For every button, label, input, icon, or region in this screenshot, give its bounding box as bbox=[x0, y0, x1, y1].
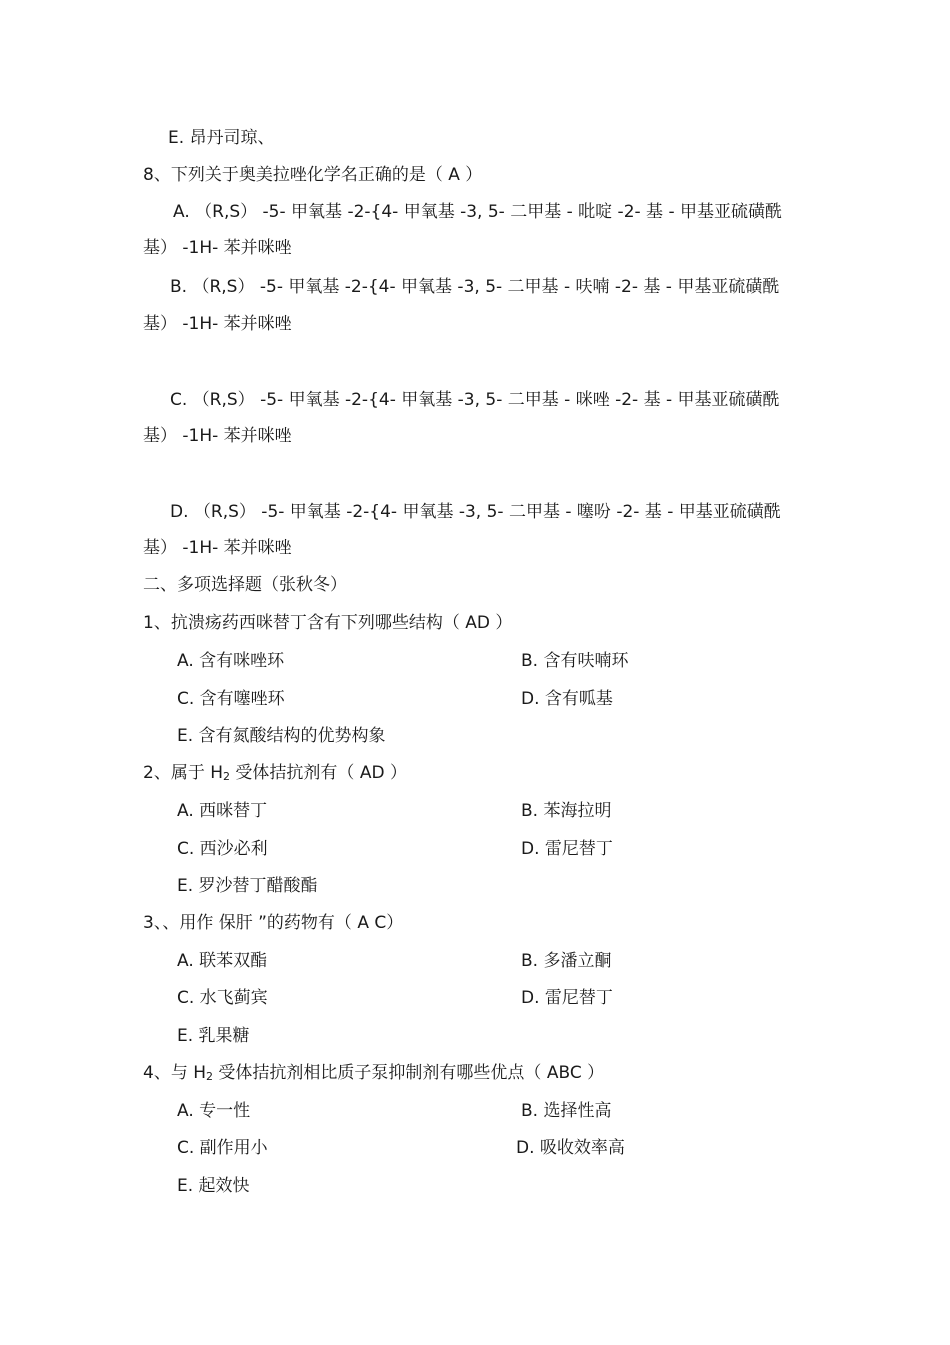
m1-option-b: B. 含有呋喃环 bbox=[521, 651, 629, 671]
m2-stem bbox=[143, 762, 407, 788]
m1-option-c: C. 含有噻唑环 bbox=[177, 689, 285, 709]
q7-option-e: E. 昂丹司琼、 bbox=[168, 128, 275, 148]
q8-option-d-line1: D. （R,S） -5- 甲氧基 -2-{4- 甲氧基 -3, 5- 二甲基 - 噻吩 -2- 基 - 甲基亚硫磺酰 bbox=[170, 502, 781, 522]
q8-option-b-line2: 基） -1H- 苯并咪唑 bbox=[143, 314, 292, 334]
q8-option-d-line2: 基） -1H- 苯并咪唑 bbox=[143, 538, 292, 558]
m2-option-e: E. 罗沙替丁醋酸酯 bbox=[177, 876, 318, 896]
m4-stem-post: 受体拮抗剂相比质子泵抑制剂有哪些优点（ ABC ） bbox=[213, 1063, 605, 1083]
q8-option-c-line1: C. （R,S） -5- 甲氧基 -2-{4- 甲氧基 -3, 5- 二甲基 - 咪唑 -2- 基 - 甲基亚硫磺酰 bbox=[170, 390, 780, 410]
m2-stem-sub: 2 bbox=[223, 770, 231, 783]
m3-option-e: E. 乳果糖 bbox=[177, 1026, 250, 1046]
m4-option-d: D. 吸收效率高 bbox=[516, 1138, 625, 1158]
m2-option-b: B. 苯海拉明 bbox=[521, 801, 612, 821]
m2-option-d: D. 雷尼替丁 bbox=[521, 839, 613, 859]
m3-stem: 3、、用作 保肝 ”的药物有（ A C） bbox=[143, 913, 404, 933]
m2-stem-pre: 2、属于 H bbox=[143, 763, 224, 783]
m1-option-d: D. 含有呱基 bbox=[521, 689, 613, 709]
m4-option-a: A. 专一性 bbox=[177, 1101, 251, 1121]
m1-option-a: A. 含有咪唑环 bbox=[177, 651, 285, 671]
m1-stem: 1、抗溃疡药西咪替丁含有下列哪些结构（ AD ） bbox=[143, 613, 513, 633]
section2-title: 二、多项选择题（张秋冬） bbox=[143, 575, 347, 595]
m4-option-b: B. 选择性高 bbox=[521, 1101, 612, 1121]
q8-option-a-line1: A. （R,S） -5- 甲氧基 -2-{4- 甲氧基 -3, 5- 二甲基 - 吡啶 -2- 基 - 甲基亚硫磺酰 bbox=[173, 202, 782, 222]
m2-stem-post: 受体拮抗剂有（ AD ） bbox=[230, 763, 407, 783]
m3-option-d: D. 雷尼替丁 bbox=[521, 988, 613, 1008]
q8-stem: 8、下列关于奥美拉唑化学名正确的是（ A ） bbox=[143, 165, 483, 185]
m4-option-e: E. 起效快 bbox=[177, 1176, 250, 1196]
m1-option-e: E. 含有氮酸结构的优势构象 bbox=[177, 726, 386, 746]
m2-option-c: C. 西沙必利 bbox=[177, 839, 268, 859]
m3-option-b: B. 多潘立酮 bbox=[521, 951, 612, 971]
m4-option-c: C. 副作用小 bbox=[177, 1138, 268, 1158]
m2-option-a: A. 西咪替丁 bbox=[177, 801, 268, 821]
q8-option-b-line1: B. （R,S） -5- 甲氧基 -2-{4- 甲氧基 -3, 5- 二甲基 - 呋喃 -2- 基 - 甲基亚硫磺酰 bbox=[170, 277, 780, 297]
m3-option-c: C. 水飞蓟宾 bbox=[177, 988, 268, 1008]
m4-stem-sub: 2 bbox=[206, 1070, 214, 1083]
q8-option-a-line2: 基） -1H- 苯并咪唑 bbox=[143, 238, 292, 258]
m4-stem-pre: 4、与 H bbox=[143, 1063, 207, 1083]
m3-option-a: A. 联苯双酯 bbox=[177, 951, 268, 971]
m4-stem bbox=[143, 1062, 604, 1088]
q8-option-c-line2: 基） -1H- 苯并咪唑 bbox=[143, 426, 292, 446]
